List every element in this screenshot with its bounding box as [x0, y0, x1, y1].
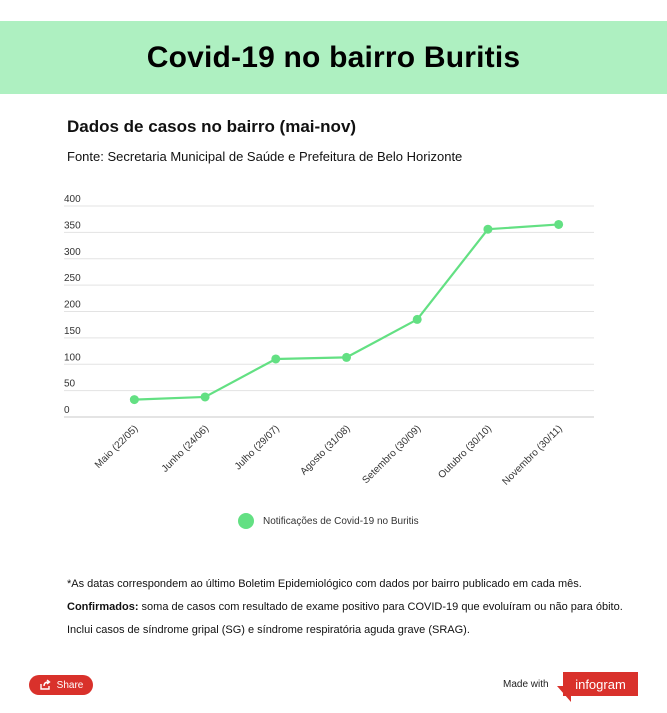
logo-text: infogram [563, 672, 638, 696]
data-point [201, 392, 210, 401]
y-tick-label: 150 [64, 325, 81, 337]
data-point [130, 395, 139, 404]
chart-legend[interactable] [238, 513, 419, 529]
x-tick-label: Julho (29/07) [232, 423, 282, 473]
x-tick-label: Novembro (30/11) [500, 423, 565, 488]
share-icon [39, 679, 51, 691]
includes-note: Inclui casos de síndrome gripal (SG) e síndrome respiratória aguda grave (SRAG). [67, 624, 470, 636]
page-title: Covid-19 no bairro Buritis [146, 40, 521, 74]
y-tick-label: 250 [64, 273, 81, 285]
confirmed-note [67, 601, 623, 614]
y-tick-label: 50 [64, 378, 76, 390]
x-tick-label: Maio (22/05) [93, 423, 141, 471]
footnotes [67, 578, 623, 647]
data-point [483, 225, 492, 234]
data-point [271, 354, 280, 363]
x-tick-label: Setembro (30/09) [360, 423, 424, 487]
x-tick-label: Outubro (30/10) [436, 423, 495, 482]
title-banner [0, 21, 667, 94]
confirmed-label: Confirmados: [67, 601, 139, 613]
legend-label: Notificações de Covid-19 no Buritis [263, 515, 419, 527]
data-point [413, 315, 422, 324]
confirmed-text: soma de casos com resultado de exame positivo para COVID-19 que evoluíram ou não para óbito. [138, 601, 623, 613]
y-tick-label: 0 [64, 405, 70, 416]
x-tick-label: Junho (24/06) [159, 423, 212, 475]
y-tick-label: 300 [64, 246, 81, 258]
infogram-logo[interactable] [557, 672, 638, 702]
series-line [134, 224, 558, 399]
y-tick-label: 350 [64, 220, 81, 232]
y-tick-label: 400 [64, 194, 81, 205]
x-tick-label: Agosto (31/08) [298, 423, 353, 478]
made-with-text: Made with [503, 679, 549, 690]
share-button[interactable] [29, 675, 93, 695]
share-label: Share [56, 679, 84, 691]
chart-subtitle: Dados de casos no bairro (mai-nov) [67, 117, 357, 136]
line-chart [0, 180, 667, 500]
data-point [342, 353, 351, 362]
y-tick-label: 100 [64, 352, 81, 364]
chart-source: Fonte: Secretaria Municipal de Saúde e Prefeitura de Belo Horizonte [67, 149, 463, 164]
dates-note: *As datas correspondem ao último Boletim Epidemiológico com dados por bairro publicado em cada mês. [67, 578, 582, 590]
legend-marker [238, 513, 254, 529]
y-tick-label: 200 [64, 299, 81, 311]
data-point [554, 220, 563, 229]
